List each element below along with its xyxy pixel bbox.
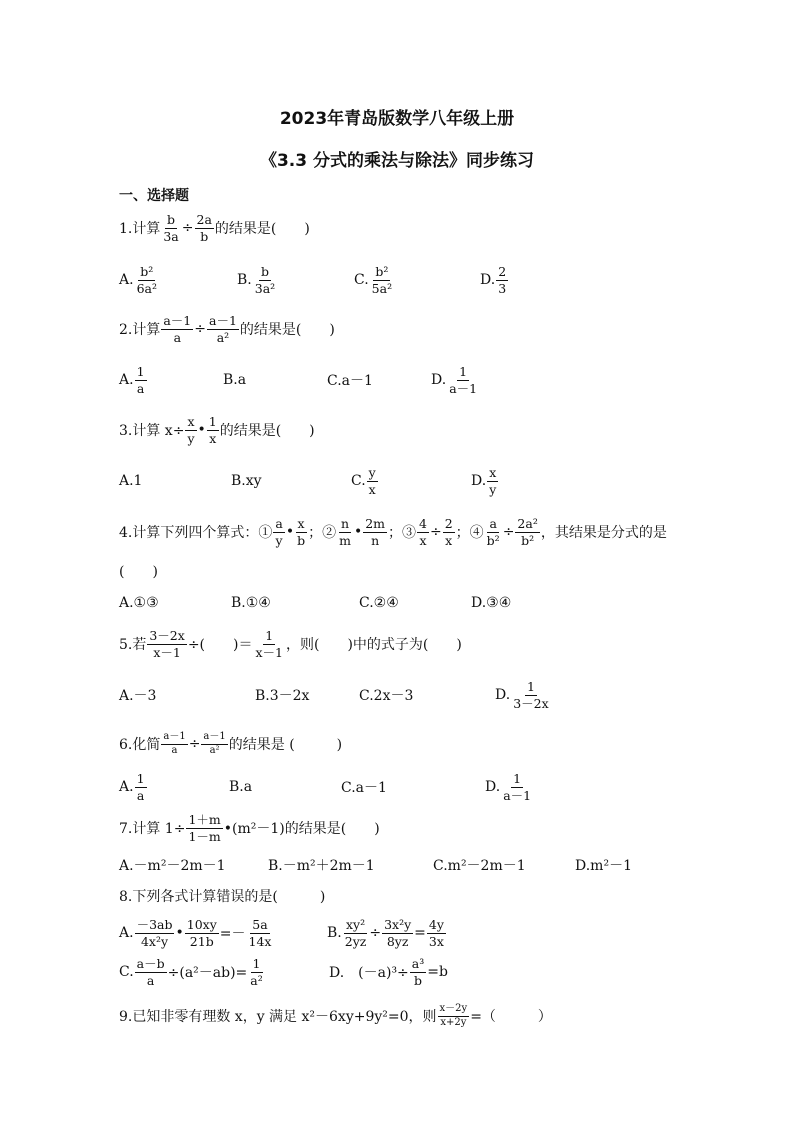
q5-suffix: ，则( )中的式子为( ) xyxy=(286,637,462,653)
section-heading: 一、选择题 xyxy=(119,188,189,204)
q3-operator: • xyxy=(197,422,206,438)
q6-prefix: 6.化简 xyxy=(119,737,161,753)
q1-suffix: 的结果是( ) xyxy=(214,221,310,237)
q7-option-c[interactable]: C.m²－2m－1 xyxy=(433,858,526,874)
q9-fraction: $\frac{x-2y}{x+2y}$ xyxy=(439,1003,468,1028)
q2-option-a[interactable]: A. $\frac{1}{a}$ xyxy=(119,364,145,396)
q2-option-d[interactable]: D. $\frac{1}{a-1}$ xyxy=(431,364,478,396)
q1-fraction-2: $\frac{2a}{b}$ xyxy=(196,212,212,244)
q1-operator: ÷ xyxy=(181,220,194,236)
question-9 xyxy=(119,996,552,1036)
q1-option-c[interactable]: C. $\frac{\text{b²}}{\text{5a²}}$ xyxy=(354,264,393,296)
q6-option-d[interactable]: D. $\frac{1}{a-1}$ xyxy=(485,771,532,803)
q4-prefix: 4.计算下列四个算式：① xyxy=(119,525,273,541)
q1-option-b[interactable]: B. $\frac{b}{\text{3a²}}$ xyxy=(237,264,276,296)
question-8 xyxy=(119,876,325,916)
q6-operator: ÷ xyxy=(188,736,201,752)
q8-option-a[interactable]: A. $\frac{-3ab}{\text{4x²y}}$ • $\frac{10xy}{21b}$ =－ $\frac{5a}{14x}$ xyxy=(119,917,272,949)
q7-fraction: $\frac{1+m}{1-m}$ xyxy=(188,812,221,844)
q2-operator: ÷ xyxy=(194,321,206,337)
q6-fraction-2: $\frac{a-1}{\text{a²}}$ xyxy=(203,731,226,756)
q3-option-d[interactable]: D. $\frac{x}{y}$ xyxy=(471,465,497,497)
q7-prefix: 7.计算 1÷ xyxy=(119,821,186,837)
q8-option-c[interactable]: C. $\frac{a-b}{a}$ ÷(a²－ab)= $\frac{1}{\text{a²}}$ xyxy=(119,956,263,988)
q2-prefix: 2.计算 xyxy=(119,322,161,338)
q7-option-a[interactable]: A.－m²－2m－1 xyxy=(119,858,226,874)
title-line-2: 《3.3 分式的乘法与除法》同步练习 xyxy=(259,151,535,171)
q9-suffix: =（ ） xyxy=(470,1009,552,1025)
question-3 xyxy=(119,410,315,450)
q6-option-a[interactable]: A. $\frac{1}{a}$ xyxy=(119,771,145,803)
q6-option-b[interactable]: B.a xyxy=(229,779,253,795)
q8-option-d[interactable]: D. (－a)³÷ $\frac{\text{a³}}{b}$ =b xyxy=(329,956,448,988)
q3-option-b[interactable]: B.xy xyxy=(231,473,262,489)
q1-fraction-1: $\frac{b}{3a}$ xyxy=(163,212,179,244)
q3-fraction-1: $\frac{x}{y}$ xyxy=(187,414,195,446)
q8-prefix: 8.下列各式计算错误的是( ) xyxy=(119,889,326,905)
q5-middle: ÷( )＝ xyxy=(187,637,253,653)
q3-suffix: 的结果是( ) xyxy=(219,423,315,439)
q2-fraction-2: $\frac{a-1}{\text{a²}}$ xyxy=(209,313,237,345)
q5-fraction-2: $\frac{1}{x-1}$ xyxy=(255,628,283,660)
title-line-1: 2023年青岛版数学八年级上册 xyxy=(279,109,515,129)
q2-suffix: 的结果是( ) xyxy=(239,322,335,338)
q4-option-b[interactable]: B.①④ xyxy=(231,595,271,611)
q4-option-c[interactable]: C.②④ xyxy=(359,595,399,611)
q5-option-d[interactable]: D. $\frac{1}{3-2x}$ xyxy=(495,679,549,711)
q5-option-c[interactable]: C.2x－3 xyxy=(359,688,414,704)
question-7 xyxy=(119,808,380,848)
question-5 xyxy=(119,624,462,664)
q1-option-a[interactable]: A. $\frac{\text{b²}}{\text{6a²}}$ xyxy=(119,264,157,296)
q3-option-c[interactable]: C. $\frac{y}{x}$ xyxy=(351,465,376,497)
q3-prefix: 3.计算 x÷ xyxy=(119,423,185,439)
question-4: 4.计算下列四个算式：① $\frac{a}{y}$ • $\frac{x}{b}$ ；② $\frac{n}{m}$ • $\frac{2m}{n}$ ；③ $\frac{4}{x}$ ÷ $\frac{2}{x}$ ；④ $\frac{a}{\text{b²}}$ ÷ $\frac{\text{2a²}}{\text{b²}}$ ，其结果是分式的是 xyxy=(119,516,667,548)
q3-option-a[interactable]: A.1 xyxy=(119,473,143,489)
q6-suffix: 的结果是 ( ) xyxy=(228,737,343,753)
q6-option-c[interactable]: C.a－1 xyxy=(341,780,387,796)
q4-option-d[interactable]: D.③④ xyxy=(471,595,512,611)
q5-option-a[interactable]: A.－3 xyxy=(119,688,157,704)
question-1 xyxy=(119,208,310,248)
q4-suffix: ，其结果是分式的是 xyxy=(540,525,667,541)
q7-option-d[interactable]: D.m²－1 xyxy=(575,858,632,874)
q9-prefix: 9.已知非零有理数 x，y 满足 x²－6xy+9y²=0，则 xyxy=(119,1009,437,1025)
question-6 xyxy=(119,724,342,764)
q2-fraction-1: $\frac{a-1}{a}$ xyxy=(163,313,192,345)
q8-option-b[interactable]: B. $\frac{\text{xy²}}{2yz}$ ÷ $\frac{\text{3x²y}}{8yz}$ = $\frac{4y}{3x}$ xyxy=(327,917,444,949)
q5-option-b[interactable]: B.3－2x xyxy=(255,688,310,704)
q4-answer-blank: ( ) xyxy=(119,564,158,580)
q6-fraction-1: $\frac{a-1}{a}$ xyxy=(163,731,186,756)
q4-option-a[interactable]: A.①③ xyxy=(119,595,159,611)
q2-option-c[interactable]: C.a－1 xyxy=(327,373,373,389)
q7-option-b[interactable]: B.－m²＋2m－1 xyxy=(268,858,375,874)
question-2 xyxy=(119,309,335,349)
q7-suffix: •(m²－1)的结果是( ) xyxy=(223,821,380,837)
q1-prefix: 1.计算 xyxy=(119,221,161,237)
q5-prefix: 5.若 xyxy=(119,637,147,653)
q3-fraction-2: $\frac{1}{x}$ xyxy=(208,414,217,446)
q2-option-b[interactable]: B.a xyxy=(223,372,247,388)
q1-option-d[interactable]: D. $\frac{2}{3}$ xyxy=(480,264,507,296)
q5-fraction-1: $\frac{3-2x}{x-1}$ xyxy=(149,628,185,660)
